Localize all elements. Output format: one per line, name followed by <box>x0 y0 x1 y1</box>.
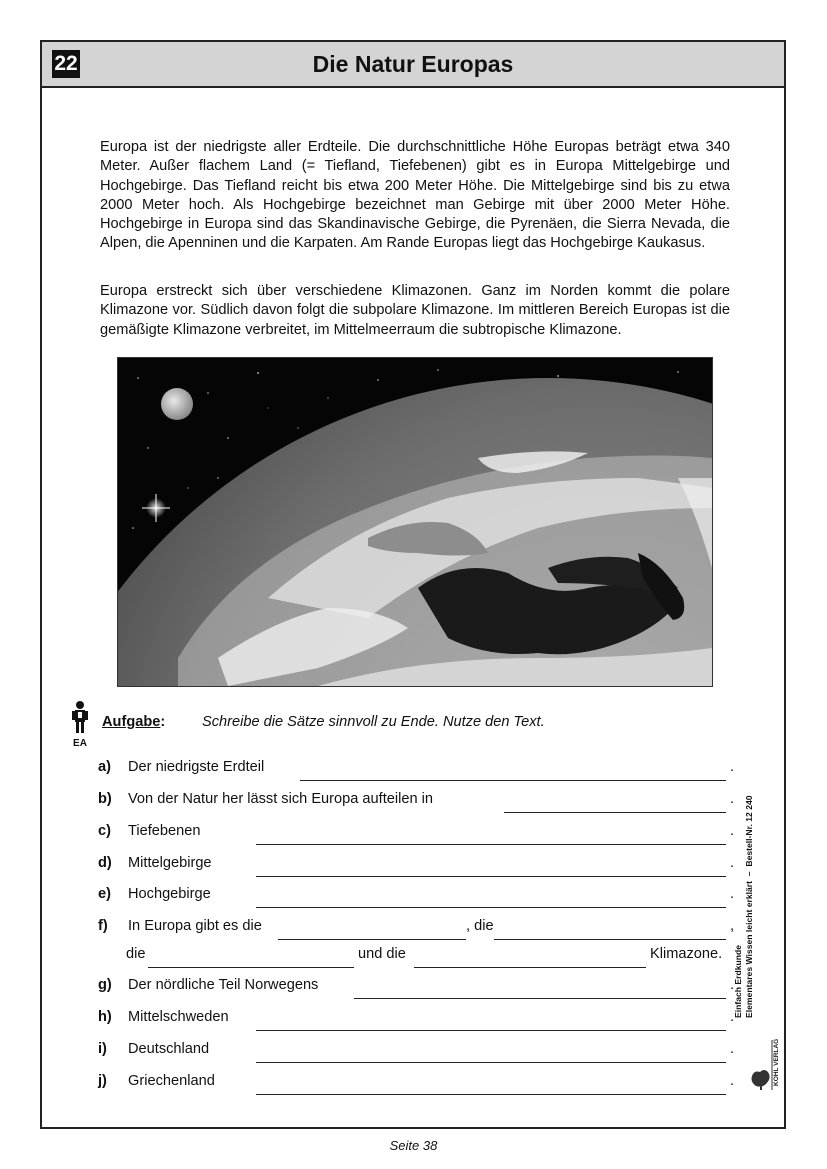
question-text: Griechenland <box>128 1073 215 1089</box>
answer-line[interactable] <box>300 780 726 781</box>
question-text: Tiefebenen <box>128 823 201 839</box>
worksheet-frame <box>40 40 786 1129</box>
task-instruction: Schreibe die Sätze sinnvoll zu Ende. Nutze den Text. <box>202 714 545 730</box>
line-end-dot: . <box>729 1009 734 1025</box>
line-end-dot: . <box>729 1041 734 1057</box>
line-end-dot: . <box>729 1073 734 1089</box>
question-letter: j) <box>98 1073 107 1089</box>
task-label <box>102 714 165 730</box>
task-row <box>70 700 750 750</box>
question-f <box>98 918 732 940</box>
sidebar-dash: – <box>744 871 754 877</box>
answer-line[interactable] <box>256 1094 726 1095</box>
answer-line-1[interactable] <box>278 939 466 940</box>
page-number: Seite 38 <box>389 1138 438 1153</box>
line-end-comma: , <box>729 918 734 934</box>
answer-line-2[interactable] <box>494 939 726 940</box>
line-end-dot: . <box>729 855 734 871</box>
question-text: Von der Natur her lässt sich Europa aufteilen in <box>128 791 434 807</box>
line-end-dot: . <box>729 791 734 807</box>
answer-line[interactable] <box>354 998 726 999</box>
question-text: Der niedrigste Erdteil <box>128 759 265 775</box>
question-letter: b) <box>98 791 112 807</box>
answer-line[interactable] <box>504 812 726 813</box>
line-end-dot: . <box>729 759 734 775</box>
question-text: Deutschland <box>128 1041 210 1057</box>
question-text: die <box>126 946 146 962</box>
question-i <box>98 1041 732 1063</box>
question-f-line-2 <box>98 946 732 968</box>
page-title: Die Natur Europas <box>312 51 514 77</box>
question-h <box>98 1009 732 1031</box>
header-bar <box>42 42 784 88</box>
task-label-text: Aufgabe <box>102 714 161 730</box>
moon <box>161 388 193 420</box>
question-text: In Europa gibt es die <box>128 918 262 934</box>
sidebar-line-1: Einfach Erdkunde <box>733 944 743 1018</box>
intro-paragraph-1: Europa ist der niedrigste aller Erdteile. Die durchschnittliche Höhe Europas beträgt etwa 340 Meter. Außer flachem Land (= Tiefland, Tiefebenen) gibt es in Europa Mittelgebirge und Hochgebirge. Das Tiefland reicht bis etwa 200 Meter Höhe. Die Mittelgebirge sind bis zu etwa 2000 Meter hoch. Als Hochgebirge bezeichnet man Gebirge mit über 2000 Meter Höhe. Hochgebirge in Europa sind das Skandinavische Gebirge, die Pyrenäen, die Sierra Nevada, die Alpen, die Apenninen und die Karpaten. Am Rande Europas liegt das Hochgebirge Kaukasus. <box>100 139 730 252</box>
publisher-name: KOHL VERLAG <box>773 1038 780 1086</box>
question-text: Mittelschweden <box>128 1009 229 1025</box>
question-text: und die <box>358 946 406 962</box>
sidebar-text <box>733 718 773 1018</box>
question-e <box>98 886 732 908</box>
question-d <box>98 855 732 877</box>
question-letter: a) <box>98 759 111 775</box>
question-j <box>98 1073 732 1095</box>
earth-from-space-photo <box>117 357 713 687</box>
question-g <box>98 977 732 999</box>
answer-line[interactable] <box>256 1030 726 1031</box>
question-letter: d) <box>98 855 112 871</box>
question-letter: i) <box>98 1041 107 1057</box>
line-end-dot: . <box>729 823 734 839</box>
question-text: Mittelgebirge <box>128 855 212 871</box>
question-c <box>98 823 732 845</box>
line-end-dot: . <box>729 886 734 902</box>
sidebar-order-number: Bestell-Nr. 12 240 <box>744 795 754 867</box>
question-a <box>98 759 732 781</box>
question-letter: g) <box>98 977 112 993</box>
publisher-logo <box>748 1036 782 1092</box>
answer-line-3[interactable] <box>148 967 354 968</box>
question-text: Klimazone. <box>650 946 723 962</box>
question-letter: e) <box>98 886 111 902</box>
worksheet-number: 22 <box>52 50 80 78</box>
answer-line[interactable] <box>256 876 726 877</box>
question-letter: h) <box>98 1009 112 1025</box>
question-text: Der nördliche Teil Norwegens <box>128 977 319 993</box>
question-b <box>98 791 732 813</box>
answer-line[interactable] <box>256 844 726 845</box>
intro-paragraph-2: Europa erstreckt sich über verschiedene Klimazonen. Ganz im Norden kommt die polare Klimazone vor. Südlich davon folgt die subpolare Klimazone. Im mittleren Bereich Europas ist die gemäßigte Klimazone verbreitet, im Mittelmeerraum die subtropische Klimazone. <box>100 283 730 338</box>
task-label-colon: : <box>160 714 166 730</box>
question-letter: c) <box>98 823 111 839</box>
question-text-comma: , die <box>466 918 494 934</box>
question-text: Hochgebirge <box>128 886 211 902</box>
line-end-dot: . <box>729 977 734 993</box>
ea-badge: EA <box>73 738 87 749</box>
answer-line[interactable] <box>256 1062 726 1063</box>
sidebar-line-2 <box>744 718 755 1018</box>
publisher-sidebar <box>729 712 777 1032</box>
answer-line[interactable] <box>256 907 726 908</box>
answer-line-4[interactable] <box>414 967 646 968</box>
question-letter: f) <box>98 918 108 934</box>
sidebar-subtitle: Elementares Wissen leicht erklärt <box>744 880 754 1018</box>
